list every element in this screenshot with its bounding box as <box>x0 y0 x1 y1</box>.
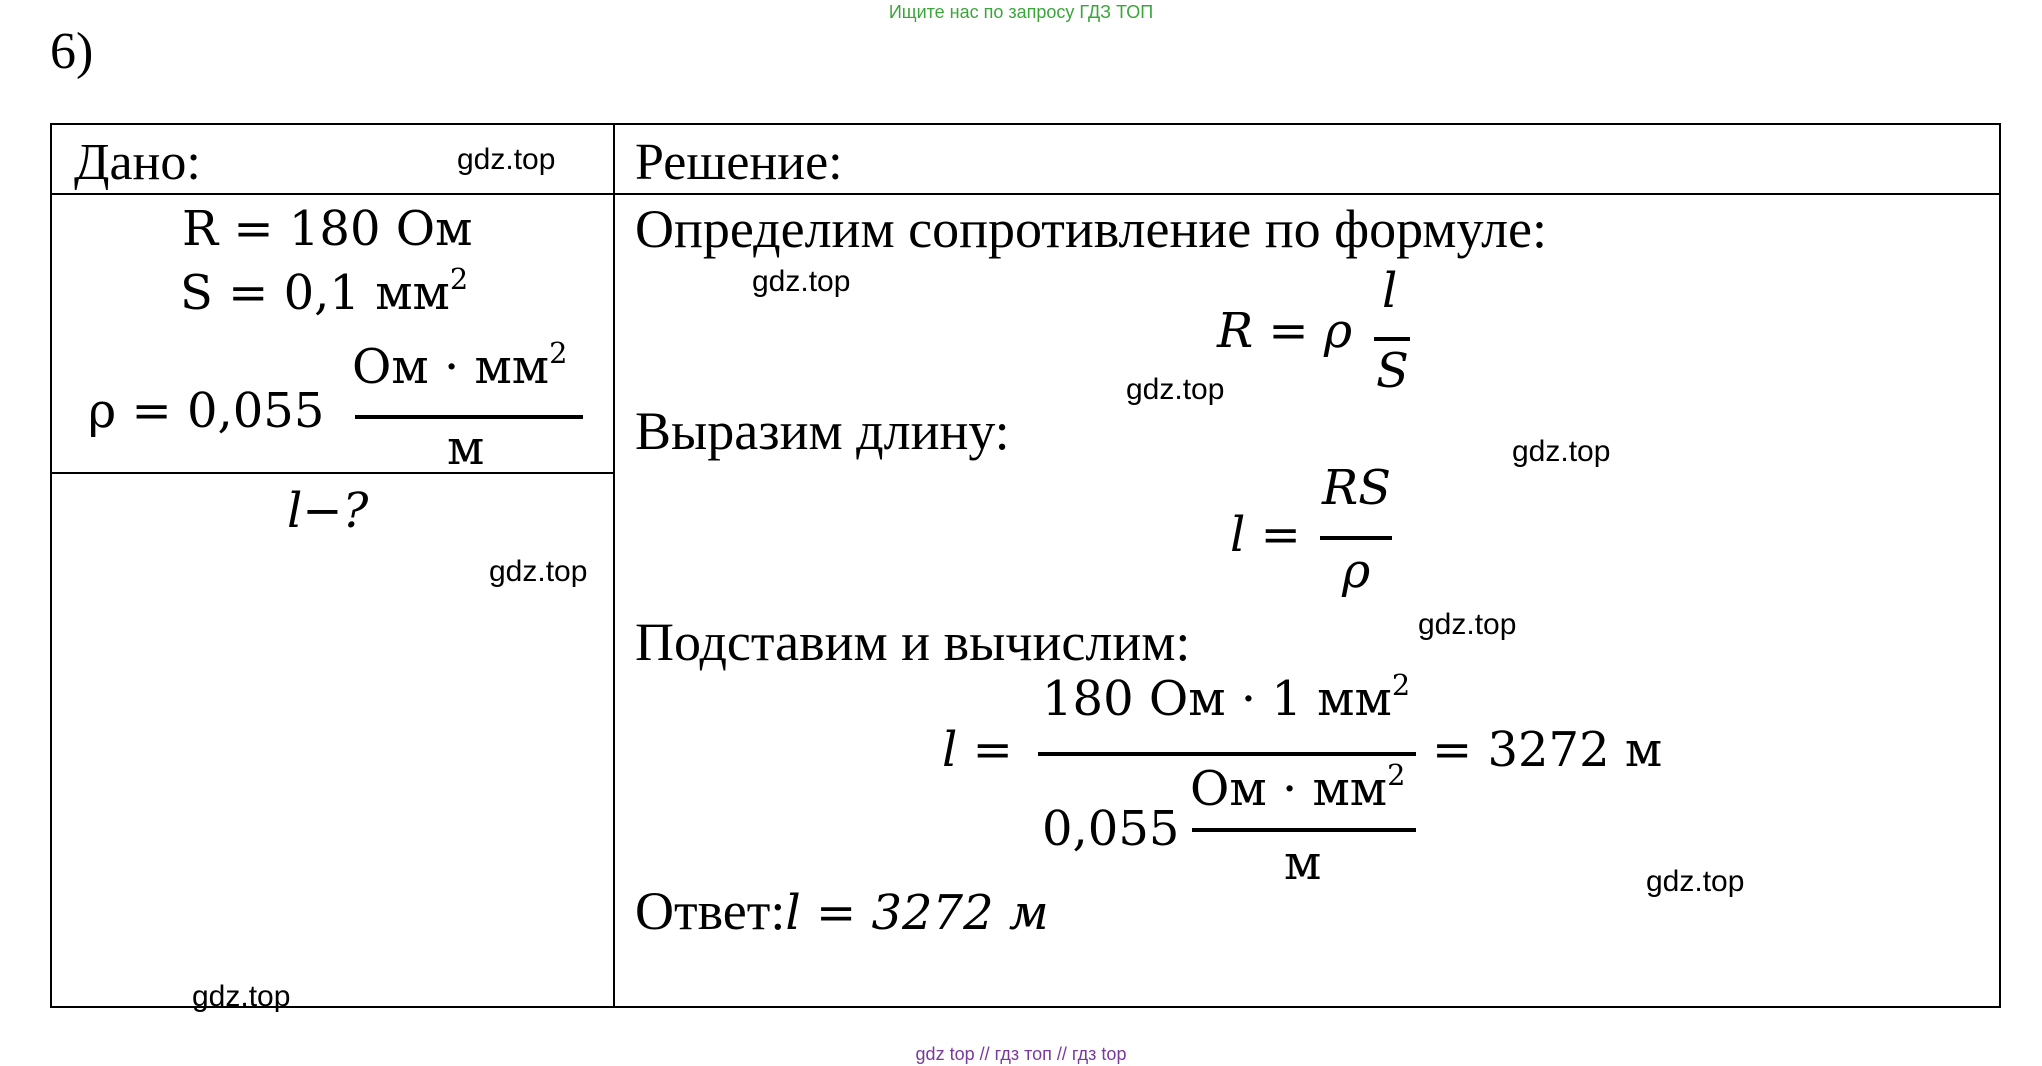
given-rho-prefix: ρ = 0,055 <box>88 383 325 439</box>
given-rho-fraction-bar <box>355 415 583 419</box>
formula-2-num: RS <box>1322 460 1392 516</box>
solution-table <box>50 123 2001 1013</box>
given-rho-num-exp: 2 <box>549 335 568 370</box>
answer-label: Ответ: <box>635 881 786 941</box>
given-rho-num <box>352 335 568 395</box>
formula-3-inner-fraction-bar <box>1192 828 1416 832</box>
formula-3-num <box>1042 667 1411 727</box>
given-rho-num-main: Ом · мм <box>352 339 550 395</box>
problem-number: 6) <box>50 23 94 80</box>
given-heading: Дано: <box>74 134 201 191</box>
answer-value: l = 3272 м <box>785 885 1049 941</box>
watermark-3: gdz.top <box>192 980 291 1013</box>
formula-3-den-num-main: Ом · мм <box>1190 761 1388 817</box>
given-s <box>180 261 469 321</box>
watermark-8: gdz.top <box>1646 865 1745 898</box>
watermark-5: gdz.top <box>1126 373 1225 406</box>
watermark-2: gdz.top <box>489 555 588 588</box>
formula-1-fraction-bar <box>1374 337 1410 341</box>
header-divider <box>52 193 1999 195</box>
formula-2-lhs: l = <box>1230 507 1301 563</box>
given-s-exp: 2 <box>449 261 469 296</box>
given-s-main: S = 0,1 мм <box>180 265 450 321</box>
formula-3-fraction-bar <box>1038 752 1416 756</box>
watermark-1: gdz.top <box>457 143 556 176</box>
formula-2-den: ρ <box>1342 543 1371 599</box>
step-1: Определим сопротивление по формуле: <box>635 199 1548 259</box>
formula-1-den: S <box>1376 343 1409 399</box>
formula-3-den-num-exp: 2 <box>1387 757 1406 792</box>
given-rho-den: м <box>447 420 485 476</box>
formula-3-num-exp: 2 <box>1391 667 1411 702</box>
given-divider <box>52 472 613 474</box>
step-3: Подставим и вычислим: <box>635 612 1191 672</box>
formula-2-fraction-bar <box>1320 536 1392 540</box>
formula-1-num: l <box>1382 263 1398 319</box>
formula-3-den-num <box>1190 757 1406 817</box>
formula-3-lhs: l = <box>942 722 1013 778</box>
top-note: Ищите нас по запросу ГДЗ ТОП <box>888 2 1154 22</box>
step-2: Выразим длину: <box>635 401 1010 461</box>
bottom-note: gdz top // гдз топ // гдз top <box>915 1044 1127 1064</box>
given-find: l−? <box>287 483 369 539</box>
given-r: R = 180 Ом <box>182 201 473 257</box>
watermark-7: gdz.top <box>1418 608 1517 641</box>
formula-3-num-main: 180 Ом · 1 мм <box>1042 671 1392 727</box>
solution-heading: Решение: <box>635 134 843 191</box>
formula-1-lhs: R = ρ <box>1217 303 1353 359</box>
formula-3-result: = 3272 м <box>1432 722 1663 778</box>
watermark-4: gdz.top <box>752 265 851 298</box>
answer <box>635 880 1049 942</box>
column-divider <box>613 125 615 1006</box>
formula-3-den-prefix: 0,055 <box>1042 801 1180 857</box>
watermark-6: gdz.top <box>1512 435 1611 468</box>
formula-3-den-den: м <box>1284 835 1322 891</box>
